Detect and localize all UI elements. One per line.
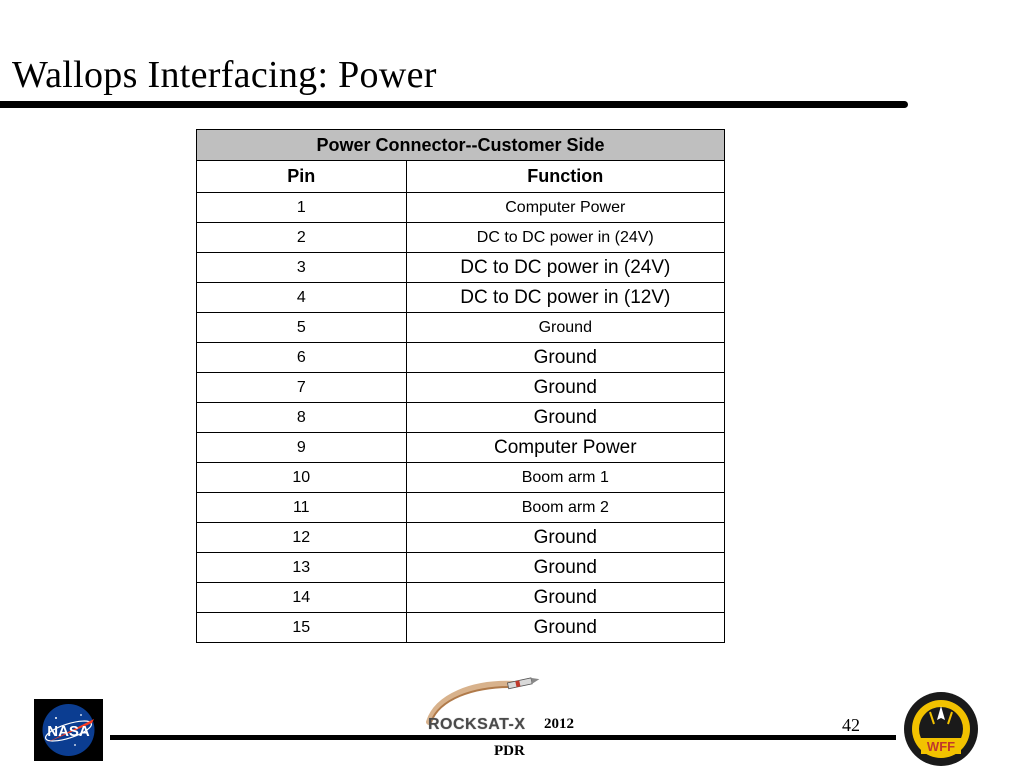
table-row: [197, 463, 725, 493]
function-cell: Computer Power: [406, 193, 724, 223]
function-cell: Ground: [406, 553, 724, 583]
function-cell: Boom arm 1: [406, 463, 724, 493]
pin-cell: 10: [197, 463, 407, 493]
slide-title: Wallops Interfacing: Power: [12, 54, 437, 96]
function-cell: Ground: [406, 313, 724, 343]
function-cell: Ground: [406, 583, 724, 613]
table-row: [197, 493, 725, 523]
function-cell: Computer Power: [406, 433, 724, 463]
function-cell: Ground: [406, 343, 724, 373]
pin-cell: 2: [197, 223, 407, 253]
pin-cell: 11: [197, 493, 407, 523]
power-connector-table: [196, 129, 725, 643]
wff-logo-text: WFF: [926, 739, 956, 754]
table-header-row: [197, 161, 725, 193]
pin-cell: 7: [197, 373, 407, 403]
column-header-function: Function: [406, 161, 724, 193]
function-cell: Boom arm 2: [406, 493, 724, 523]
pin-cell: 14: [197, 583, 407, 613]
pin-cell: 3: [197, 253, 407, 283]
function-cell: Ground: [406, 403, 724, 433]
table-row: [197, 583, 725, 613]
pdr-label: PDR: [494, 743, 525, 759]
title-rule: [0, 101, 908, 108]
function-cell: Ground: [406, 613, 724, 643]
pin-cell: 5: [197, 313, 407, 343]
function-cell: Ground: [406, 373, 724, 403]
nasa-logo-text: NASA: [47, 723, 90, 740]
pin-cell: 12: [197, 523, 407, 553]
function-cell: Ground: [406, 523, 724, 553]
table-row: [197, 223, 725, 253]
page-number: 42: [842, 715, 860, 735]
function-cell: DC to DC power in (12V): [406, 283, 724, 313]
table-row: [197, 403, 725, 433]
nasa-logo: [34, 699, 103, 761]
pin-cell: 15: [197, 613, 407, 643]
table-row: [197, 373, 725, 403]
table-row: [197, 313, 725, 343]
rocksat-brand-text: ROCKSAT-X: [428, 716, 526, 733]
pin-cell: 4: [197, 283, 407, 313]
table-row: [197, 553, 725, 583]
power-connector-table-container: [196, 129, 725, 643]
table-row: [197, 193, 725, 223]
table-caption: Power Connector--Customer Side: [197, 130, 725, 161]
table-caption-row: [197, 130, 725, 161]
wff-logo: [902, 690, 980, 768]
table-row: [197, 433, 725, 463]
function-cell: DC to DC power in (24V): [406, 253, 724, 283]
table-row: [197, 283, 725, 313]
pin-cell: 1: [197, 193, 407, 223]
pin-cell: 9: [197, 433, 407, 463]
table-row: [197, 253, 725, 283]
pin-cell: 8: [197, 403, 407, 433]
column-header-pin: Pin: [197, 161, 407, 193]
table-row: [197, 613, 725, 643]
function-cell: DC to DC power in (24V): [406, 223, 724, 253]
rocksat-year: 2012: [544, 716, 574, 732]
pin-cell: 6: [197, 343, 407, 373]
pin-cell: 13: [197, 553, 407, 583]
table-row: [197, 523, 725, 553]
table-row: [197, 343, 725, 373]
